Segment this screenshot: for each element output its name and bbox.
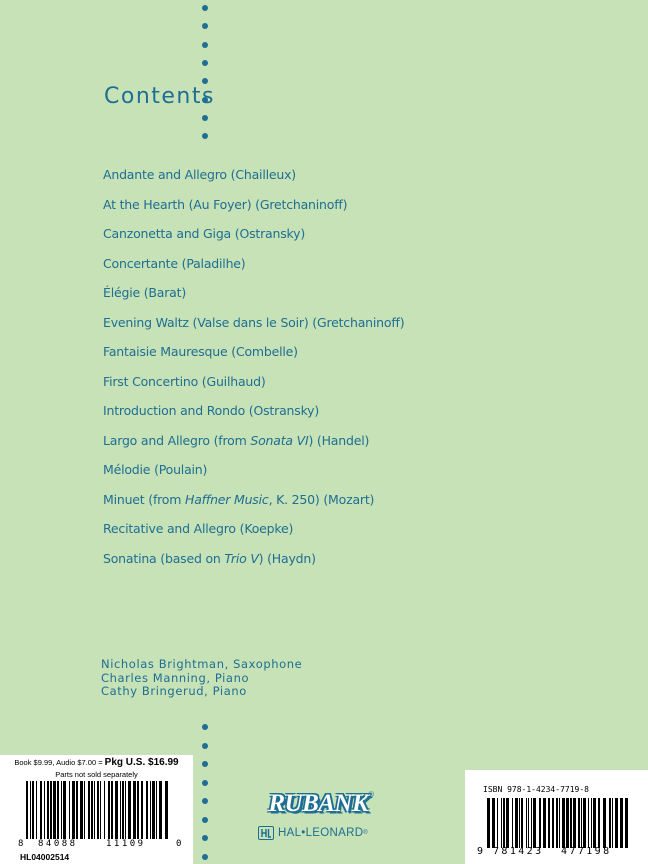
package-price: Pkg U.S. $16.99 — [104, 757, 179, 768]
upc-last-digit: 0 — [176, 839, 182, 849]
credit-line: Cathy Bringerud, Piano — [101, 684, 247, 698]
contents-list — [103, 167, 404, 580]
contents-text: Élégie (Barat) — [103, 285, 187, 300]
contents-text: Mélodie (Poulain) — [103, 462, 208, 477]
credit-line: Nicholas Brightman, Saxophone — [101, 657, 303, 671]
work-title-italic: Haffner Music — [185, 491, 269, 507]
hal-leonard-logo — [258, 825, 368, 841]
ean-first-digit: 9 — [477, 846, 484, 857]
contents-text: Largo and Allegro (from — [103, 432, 251, 448]
contents-text: ) (Haydn) — [258, 550, 316, 566]
upc-barcode — [26, 781, 172, 839]
decorative-dot — [202, 835, 208, 841]
contents-item — [103, 403, 404, 433]
isbn-barcode-box — [465, 770, 648, 864]
decorative-dot — [202, 761, 208, 767]
contents-text: Concertante (Paladilhe) — [103, 255, 246, 271]
contents-text: Evening Waltz (Valse dans le Soir) (Gretchaninoff) — [103, 314, 405, 330]
contents-item — [103, 374, 404, 404]
contents-text: Andante and Allegro (Chailleux) — [103, 167, 296, 182]
decorative-dot — [202, 817, 208, 823]
decorative-dot — [202, 23, 208, 29]
ean-left-digits: 781423 — [493, 846, 544, 857]
parts-note: Parts not sold separately — [55, 770, 138, 779]
registered-mark: ® — [363, 830, 368, 836]
publisher-logo — [252, 790, 392, 850]
work-title-italic: Sonata VI — [250, 432, 309, 448]
decorative-dot — [202, 798, 208, 804]
decorative-dot — [202, 133, 208, 139]
ean-right-digits: 477198 — [561, 846, 612, 857]
contents-item — [103, 226, 404, 256]
item-code: HL04002514 — [20, 852, 70, 862]
contents-text: Recitative and Allegro (Koepke) — [103, 521, 294, 536]
work-title-italic: Trio V — [224, 550, 259, 566]
contents-item — [103, 315, 404, 345]
contents-item — [103, 521, 404, 551]
contents-text: At the Hearth (Au Foyer) (Gretchaninoff) — [103, 196, 348, 212]
isbn-label: ISBN 978-1-4234-7719-8 — [483, 785, 589, 794]
contents-text: Sonatina (based on — [103, 550, 225, 566]
contents-text: Minuet (from — [103, 491, 186, 507]
contents-item — [103, 285, 404, 315]
decorative-dot — [202, 743, 208, 749]
contents-item — [103, 197, 404, 227]
upc-right-digits: 11109 — [106, 839, 146, 849]
contents-item — [103, 462, 404, 492]
contents-text: Fantaisie Mauresque (Combelle) — [103, 344, 298, 359]
decorative-dot — [202, 724, 208, 730]
price-components: Book $9.99, Audio $7.00 = — [14, 758, 105, 767]
hal-leonard-emblem-icon — [258, 826, 274, 840]
decorative-dot — [202, 60, 208, 66]
performer-credits — [101, 658, 302, 699]
hal-leonard-wordmark: HAL•LEONARD — [278, 827, 364, 839]
credit-line: Charles Manning, Piano — [101, 670, 250, 685]
decorative-dot — [202, 780, 208, 786]
rubank-logo — [256, 790, 386, 818]
decorative-dot — [202, 5, 208, 11]
contents-item — [103, 256, 404, 286]
page-title: Contents — [104, 84, 215, 109]
upc-first-digit: 8 — [18, 839, 24, 849]
decorative-dot — [202, 115, 208, 121]
isbn-barcode — [487, 798, 629, 848]
contents-text: ) (Handel) — [308, 432, 370, 448]
decorative-dot — [202, 854, 208, 860]
upc-left-digits: 84088 — [38, 839, 78, 849]
contents-text: Introduction and Rondo (Ostransky) — [103, 403, 320, 418]
decorative-dot — [202, 42, 208, 48]
contents-item — [103, 433, 404, 463]
contents-item — [103, 492, 404, 522]
contents-item — [103, 167, 404, 197]
price-line — [0, 757, 193, 768]
price-barcode-box — [0, 755, 193, 864]
contents-item — [103, 551, 404, 581]
rubank-wordmark: RUBANK — [268, 790, 369, 817]
contents-text: First Concertino (Guilhaud) — [103, 373, 266, 389]
contents-text: Canzonetta and Giga (Ostransky) — [103, 226, 306, 241]
contents-item — [103, 344, 404, 374]
registered-mark: ® — [368, 790, 374, 799]
contents-text: , K. 250) (Mozart) — [268, 491, 375, 507]
